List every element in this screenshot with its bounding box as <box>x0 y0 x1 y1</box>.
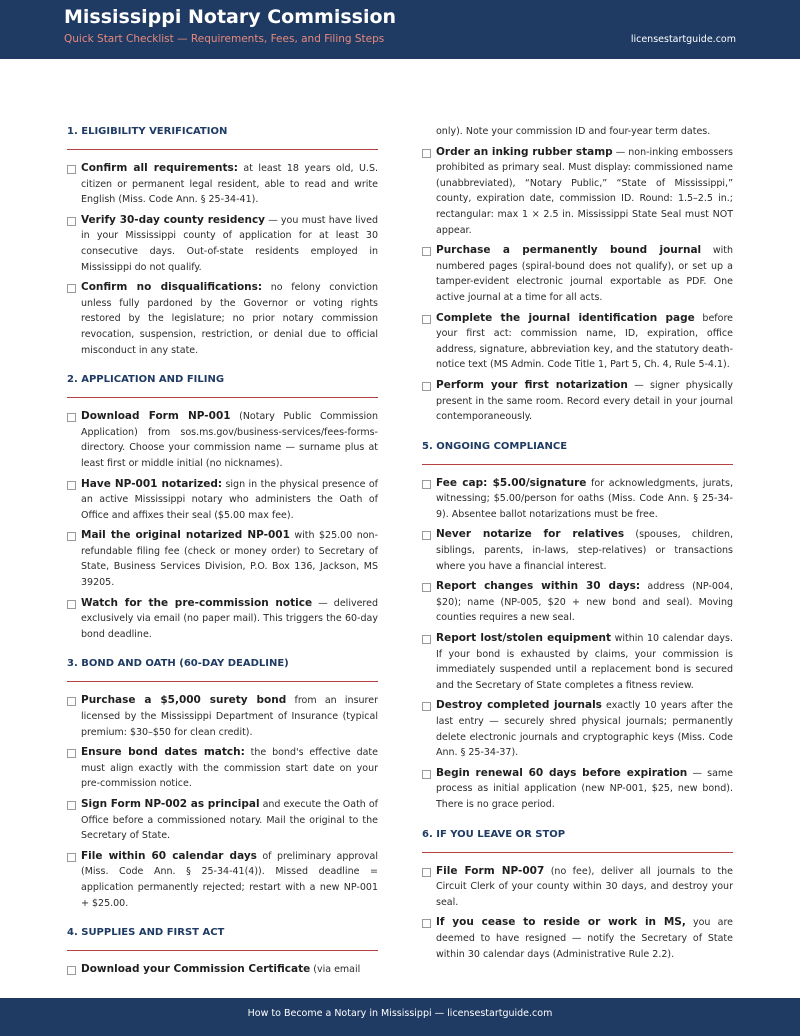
checkbox[interactable] <box>67 801 76 810</box>
checklist-item <box>422 915 733 962</box>
checklist-item <box>422 378 733 425</box>
section-title-bond: 3. BOND AND OATH (60-DAY DEADLINE) <box>67 656 378 682</box>
item-lead: Have NP-001 notarized: <box>81 477 223 490</box>
checklist-item <box>67 849 378 911</box>
item-lead: Sign Form NP-002 as principal <box>81 798 260 810</box>
checkbox[interactable] <box>67 217 76 226</box>
section-title-leaving: 6. IF YOU LEAVE OR STOP <box>422 827 733 853</box>
item-text: with numbered pages (spiral-bound does not qualify), or set up a tamper-evident electronic journal exportable as PDF. One active journal at a time for all acts. <box>436 245 733 303</box>
item-text: the bond's effective date must align exactly with the commission start date on your pre-commission notice. <box>81 747 378 790</box>
footer-text: How to Become a Notary in Mississippi — licensestartguide.com <box>247 1008 553 1019</box>
item-lead: Purchase a permanently bound journal <box>436 244 702 257</box>
item-text: no felony conviction unless fully pardoned by the Governor or voting rights restored by the legislature; no prior notary commission revocation, suspension, restriction, or denial due to official misconduct in any state. <box>81 282 378 356</box>
item-text: and execute the Oath of Office before a commissioned notary. Mail the original to the Secretary of State. <box>81 799 378 842</box>
item-lead: Order an inking rubber stamp <box>436 145 613 158</box>
checkbox[interactable] <box>67 413 76 422</box>
item-text: of preliminary approval (Miss. Code Ann. § 25-34-41(4)). Missed deadline = application permanently rejected; restart with a new NP-001 + $25.00. <box>81 850 378 909</box>
item-lead: Watch for the pre-commission notice <box>81 596 313 609</box>
item-text: for acknowledgments, jurats, witnessing; $5.00/person for oaths (Miss. Code Ann. § 25-34-9). Absentee ballot notarizations must be free. <box>436 477 733 520</box>
checklist-item <box>67 797 378 844</box>
checkbox[interactable] <box>422 583 431 592</box>
item-lead: Verify 30-day county residency <box>81 213 266 226</box>
checklist-item <box>422 579 733 626</box>
item-text: exactly 10 years after the last entry — securely shred physical journals; permanently delete electronic journals and cryptographic keys (Miss. Code Ann. § 25-34-37). <box>436 700 733 759</box>
item-text: (no fee), deliver all journals to the Circuit Clerk of your county within 30 days, and destroy your seal. <box>436 865 733 908</box>
item-lead: Report lost/stolen equipment <box>436 632 611 645</box>
checkbox[interactable] <box>422 635 431 644</box>
item-text: from an insurer licensed by the Mississippi Department of Insurance (typical premium: $30–$50 for clean credit). <box>81 695 378 738</box>
item-text: (spouses, children, siblings, parents, in-laws, step-relatives) or transactions where you have a financial interest. <box>436 529 733 572</box>
checkbox[interactable] <box>422 247 431 256</box>
checklist-item <box>67 477 378 524</box>
checkbox[interactable] <box>422 919 431 928</box>
item-lead: Begin renewal 60 days before expiration <box>436 766 688 779</box>
item-lead: Destroy completed journals <box>436 699 602 712</box>
site-name: licensestartguide.com <box>630 34 736 45</box>
checklist-item <box>422 527 733 574</box>
right-column <box>422 124 733 967</box>
checklist-item <box>67 213 378 275</box>
checklist-item <box>67 962 378 978</box>
checkbox[interactable] <box>67 966 76 975</box>
item-continued-text: only). Note your commission ID and four-year term dates. <box>436 126 711 137</box>
section-title-application: 2. APPLICATION AND FILING <box>67 372 378 398</box>
page-header <box>0 0 800 59</box>
page-subtitle: Quick Start Checklist — Requirements, Fees, and Filing Steps <box>64 33 385 45</box>
item-text: within 10 calendar days. If your bond is exhausted by claims, your commission is immediately suspended until a replacement bond is secured and the Secretary of State completes a fitness review. <box>436 633 734 691</box>
item-lead: If you cease to reside or work in MS, <box>436 916 686 929</box>
item-lead: Fee cap: $5.00/signature <box>436 476 587 489</box>
checkbox[interactable] <box>422 149 431 158</box>
item-text: with $25.00 non-refundable filing fee (check or money order) to Secretary of State, Business Services Division, P.O. Box 136, Jackson, MS 39205. <box>81 530 378 589</box>
left-column <box>67 124 378 983</box>
checkbox[interactable] <box>422 480 431 489</box>
item-text: at least 18 years old, U.S. citizen or permanent legal resident, able to read and write English (Miss. Code Ann. § 25-34-41). <box>81 163 378 206</box>
item-lead: Confirm all requirements: <box>81 162 238 174</box>
item-text: (via email <box>310 964 361 976</box>
section-title-compliance: 5. ONGOING COMPLIANCE <box>422 439 733 465</box>
item-lead: File Form NP-007 <box>436 864 545 877</box>
item-text: — signer physically present in the same room. Record every detail in your journal contemporaneously. <box>436 379 733 423</box>
page-title: Mississippi Notary Commission <box>64 6 397 28</box>
checkbox[interactable] <box>422 868 431 877</box>
checkbox[interactable] <box>67 853 76 862</box>
checklist-item <box>422 243 733 305</box>
item-text: (Notary Public Commission Application) from sos.ms.gov/business-services/fees-forms-directory. Choose your commission name — surname plus at least first or middle initial (no nicknames). <box>81 411 379 469</box>
checklist-item <box>67 280 378 358</box>
item-text: sign in the physical presence of an active Mississippi notary who administers the Oath of Office and affixes their seal ($5.00 max fee). <box>81 478 378 521</box>
checklist-item <box>422 145 733 239</box>
checkbox[interactable] <box>67 284 76 293</box>
item-text: — you must have lived in your Mississippi county of application for at least 30 consecutive days. Out-of-state residents employed in Mississippi do not qualify. <box>81 214 378 273</box>
checklist-item <box>67 161 378 208</box>
checklist-item <box>67 693 378 740</box>
checklist-item <box>422 476 733 523</box>
checkbox[interactable] <box>422 702 431 711</box>
page-footer <box>0 998 800 1036</box>
checklist-item <box>67 745 378 792</box>
checklist-item <box>67 528 378 590</box>
checkbox[interactable] <box>422 770 431 779</box>
item-lead: Ensure bond dates match: <box>81 746 245 759</box>
item-text: before your first act: commission name, ID, expiration, office address, signature, abbreviation key, and the statutory death-notice text (MS Admin. Code Title 1, Part 5, Ch. 4, Rule 5-4.1). <box>436 312 733 371</box>
item-text: — non-inking embossers prohibited as primary seal. Must display: commissioned name (unabbreviated), “Notary Public,” “State of Mississippi,” county, expiration date, commission ID. Round: 1.5–2.5 in.; rectangular: max 1 × 2.5 in. Mississippi State Seal must NOT appear. <box>436 146 733 236</box>
checkbox[interactable] <box>422 531 431 540</box>
checklist-item <box>422 698 733 760</box>
checkbox[interactable] <box>67 532 76 541</box>
checklist-item <box>67 596 378 643</box>
checkbox[interactable] <box>422 315 431 324</box>
item-lead: Never notarize for relatives <box>436 528 625 541</box>
checklist-item <box>422 311 733 373</box>
item-text: address (NP-004, $20); name (NP-005, $20 + new bond and seal). Moving counties requires a new seal. <box>436 581 733 624</box>
item-text: — same process as initial application (new NP-001, $25, new bond). There is no grace period. <box>436 767 733 810</box>
checkbox[interactable] <box>67 600 76 609</box>
item-text: — delivered exclusively via email (no paper mail). This triggers the 60-day bond deadline. <box>81 597 378 640</box>
section-title-eligibility: 1. ELIGIBILITY VERIFICATION <box>67 124 378 150</box>
checkbox[interactable] <box>422 382 431 391</box>
item-lead: Report changes within 30 days: <box>436 580 641 593</box>
item-text: you are deemed to have resigned — notify the Secretary of State within 30 calendar days (Administrative Rule 2.2). <box>436 917 733 960</box>
item-lead: File within 60 calendar days <box>81 849 257 862</box>
item-lead: Purchase a $5,000 surety bond <box>81 694 287 707</box>
item-lead: Download your Commission Certificate <box>81 963 311 976</box>
item-lead: Mail the original notarized NP-001 <box>81 529 290 542</box>
checklist-item <box>67 409 378 471</box>
checkbox[interactable] <box>67 481 76 490</box>
item-lead: Perform your first notarization <box>436 378 628 391</box>
checkbox[interactable] <box>67 165 76 174</box>
checklist-item <box>422 631 733 693</box>
item-lead: Complete the journal identification page <box>436 311 695 324</box>
item-lead: Confirm no disqualifications: <box>81 281 263 294</box>
checklist-item <box>422 766 733 813</box>
checklist-item <box>422 864 733 911</box>
checkbox[interactable] <box>67 749 76 758</box>
item-lead: Download Form NP-001 <box>81 410 231 423</box>
checkbox[interactable] <box>67 697 76 706</box>
section-title-supplies: 4. SUPPLIES AND FIRST ACT <box>67 925 378 951</box>
